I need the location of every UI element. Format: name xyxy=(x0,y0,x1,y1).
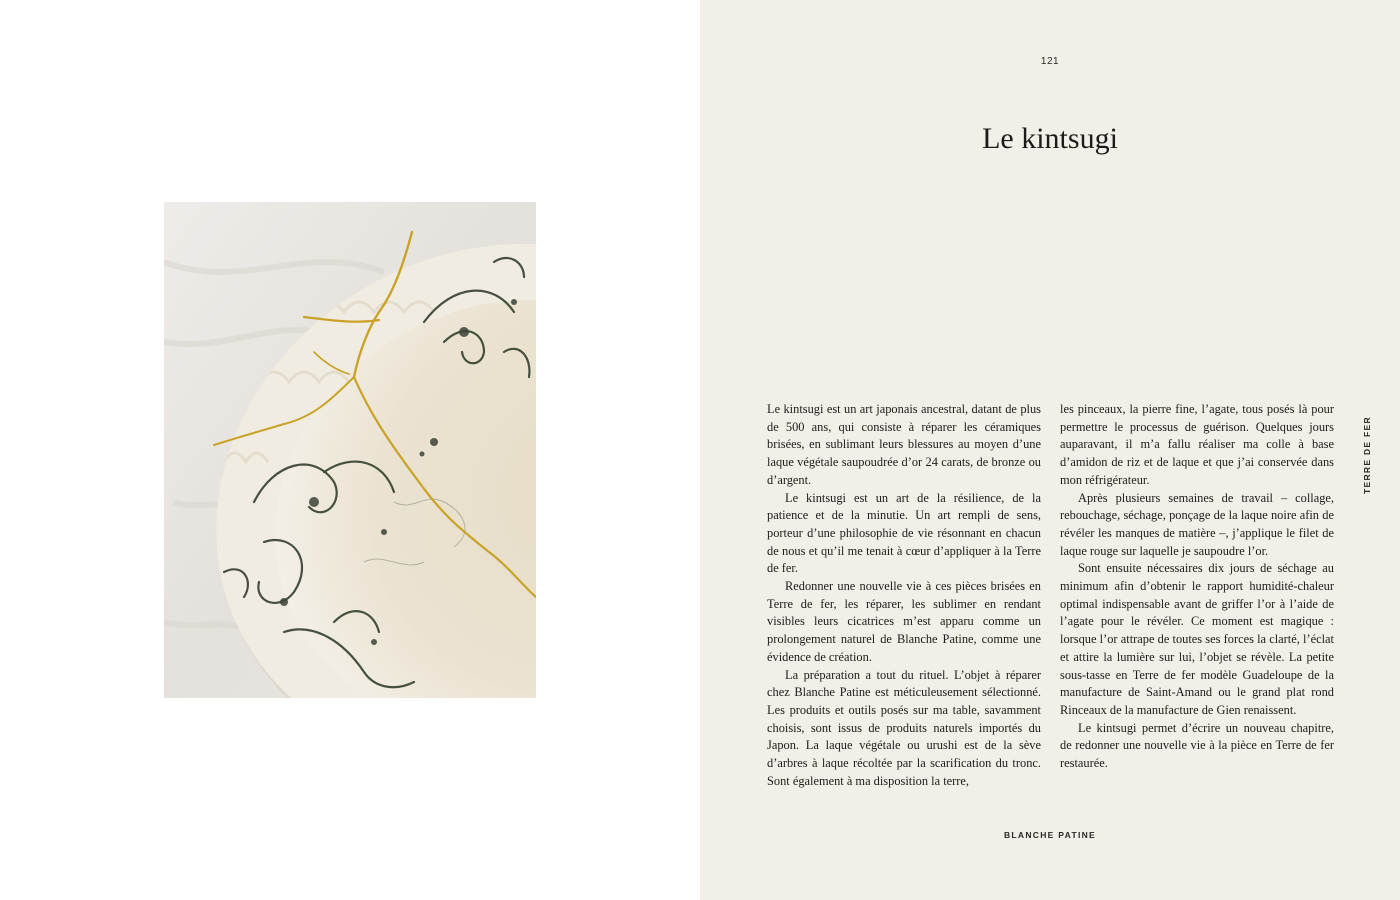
page-number: 121 xyxy=(1040,56,1060,67)
paragraph: La préparation a tout du rituel. L’objet à réparer chez Blanche Patine est méticuleusement sélectionné. Les produits et outils posés sur ma table, savamment choisis, sont issus de produits naturels importés du Japon. La laque végétale ou urushi est de la sève d’arbres à laque récoltée par la scarification du tronc. Sont également à ma disposition la terre, xyxy=(767,667,1041,788)
right-page xyxy=(700,0,1400,900)
paragraph: Le kintsugi permet d’écrire un nouveau chapitre, de redonner une nouvelle vie à la pièce en Terre de fer restaurée. xyxy=(1060,720,1334,771)
section-side-label-text: TERRE DE FER xyxy=(1362,416,1372,494)
paragraph: Redonner une nouvelle vie à ces pièces brisées en Terre de fer, les réparer, les sublimer en rendant visibles leurs cicatrices m’est apparu comme un prolongement naturel de Blanche Patine, comme une évidence de création. xyxy=(767,579,1041,664)
chapter-title: Le kintsugi xyxy=(982,122,1118,155)
paragraph: les pinceaux, la pierre fine, l’agate, tous posés là pour permettre le processus de guérison. Quelques jours auparavant, il m’a fallu réaliser ma colle à base d’amidon de riz et de laque et que j’ai conservée dans mon réfrigérateur. xyxy=(1060,402,1334,487)
paragraph: Après plusieurs semaines de travail – collage, rebouchage, séchage, ponçage de la laque noire afin de révéler les manques de matière –, j’applique le filet de laque rouge sur laquelle je saupoudre l’or. xyxy=(1060,490,1334,558)
paragraph: Le kintsugi est un art japonais ancestral, datant de plus de 500 ans, qui consiste à réparer les céramiques brisées, en sublimant leurs blessures au moyen d’une laque végétale saupoudrée d’or 24 carats, de bronze ou d’argent. xyxy=(767,402,1041,487)
section-side-label xyxy=(1360,416,1374,494)
running-footer: BLANCHE PATINE xyxy=(1003,830,1097,840)
paragraph: Sont ensuite nécessaires dix jours de séchage au minimum afin d’obtenir le rapport humidité-chaleur optimal indispensable avant de griffer l’or à l’aide de l’agate pour le révéler. Ce moment est magique : lorsque l’or attrape de toutes ses forces la clarté, l’éclat et attire la lumière sur lui, l’objet se révèle. La petite sous-tasse en Terre de fer modèle Guadeloupe de la manufacture de Saint-Amand ou le grand plat rond Rinceaux de la manufacture de Gien renaissent. xyxy=(1060,561,1334,717)
text-column-right xyxy=(1060,401,1334,773)
paragraph: Le kintsugi est un art de la résilience, de la patience et de la minutie. Un art rempli de sens, porteur d’une philosophie de vie résonnant en chacun de nous et qu’il me tenait à cœur d’appliquer à la Terre de fer. xyxy=(767,490,1041,576)
kintsugi-plate-photo xyxy=(164,202,536,698)
text-column-left xyxy=(767,401,1041,790)
